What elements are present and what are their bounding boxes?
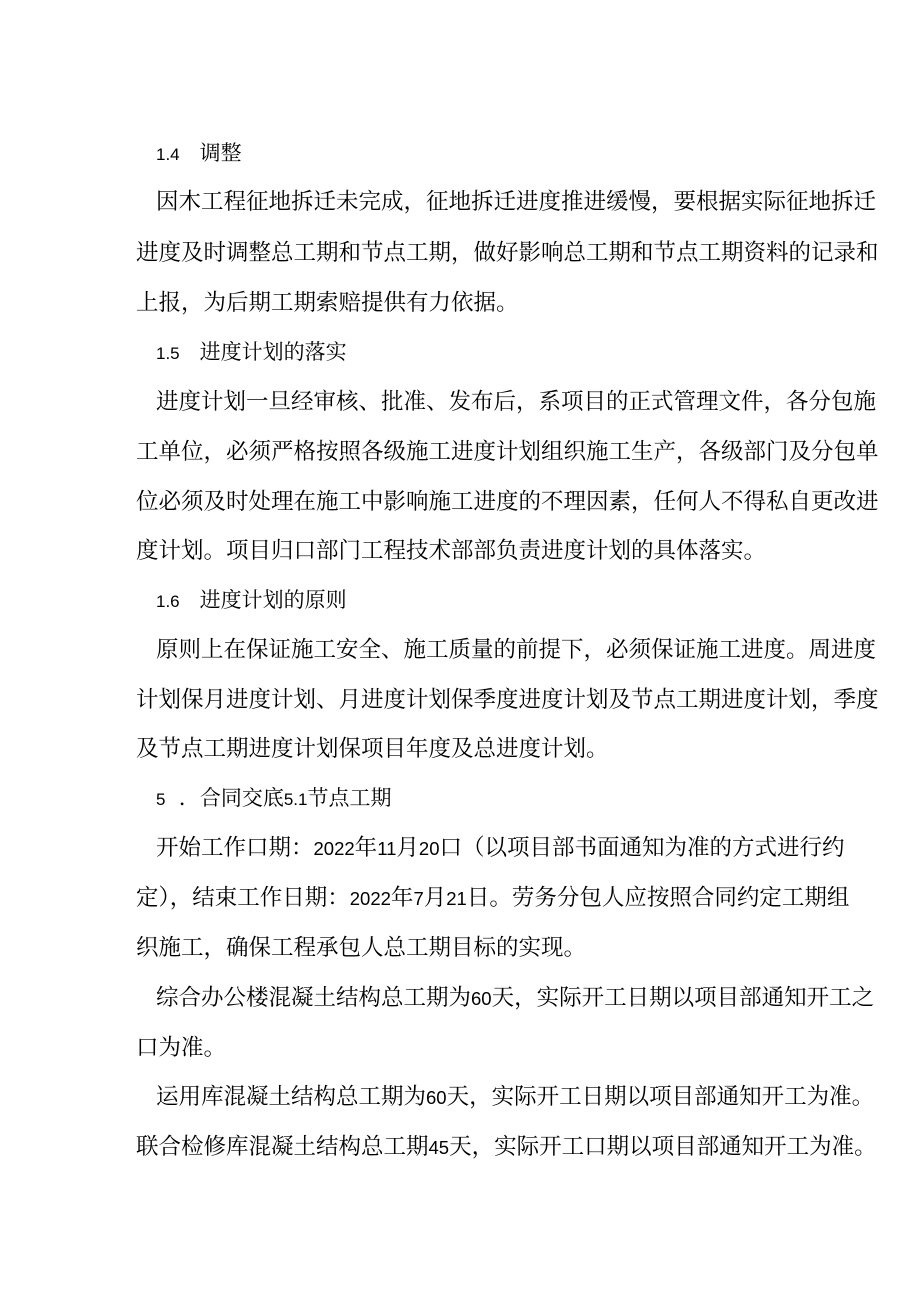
paragraph-line: 位必须及时处理在施工中影响施工进度的不理因素，任何人不得私自更改进 (136, 489, 879, 515)
section-heading-1-5 (156, 338, 347, 368)
year-number: 2022 (349, 888, 391, 909)
day-number: 20 (418, 838, 440, 859)
text-fragment: 综合办公楼混凝土结构总工期为 (156, 985, 472, 1011)
section-title-prefix: ．合同交底 (178, 786, 284, 810)
text-fragment: 天，实际开工日期以项目部通知开工为准。 (446, 1084, 875, 1110)
paragraph-line: 度计划。项目归口部门工程技术部部负责进度计划的具体落实。 (136, 538, 767, 564)
paragraph-line: 织施工，确保工程承包人总工期目标的实现。 (136, 935, 587, 961)
paragraph-line: 因木工程征地拆迁未完成，征地拆迁进度推进缓慢，要根据实际征地拆迁 (156, 189, 877, 215)
paragraph-line: 原则上在保证施工安全、施工质量的前提下，必须保证施工进度。周进度 (156, 637, 877, 663)
paragraph-line: 口为准。 (136, 1035, 227, 1061)
text-fragment: 年 (390, 885, 414, 911)
text-fragment: 年 (354, 835, 378, 861)
paragraph-line: 及节点工期进度计划保项目年度及总进度计划。 (136, 736, 609, 762)
section-heading-5 (156, 784, 391, 814)
duration-number: 60 (471, 988, 492, 1009)
paragraph-line: 进度及时调整总工期和节点工期，做好影响总工期和节点工期资料的记录和 (136, 240, 879, 266)
paragraph-line (156, 834, 845, 863)
paragraph-line: 进度计划一旦经审核、批准、发布后，系项目的正式管理文件，各分包施 (156, 389, 877, 415)
section-heading-1-4 (156, 139, 242, 169)
month-number: 7 (413, 888, 424, 909)
text-fragment: 运用库混凝土结构总工期为 (156, 1084, 427, 1110)
paragraph-line (136, 1133, 877, 1162)
section-number: 5 (156, 790, 166, 809)
section-heading-1-6 (156, 586, 347, 616)
text-fragment: 月 (396, 835, 419, 861)
paragraph-line: 上报，为后期工期索赔提供有力依据。 (136, 290, 519, 316)
section-number: 1.4 (156, 145, 180, 164)
text-fragment: 月 (423, 885, 447, 911)
paragraph-line (136, 884, 850, 913)
duration-number: 45 (428, 1137, 450, 1158)
paragraph-line: 工单位，必须严格按照各级施工进度计划组织施工生产，各级部门及分包单 (136, 439, 879, 465)
section-title: 调整 (199, 141, 242, 165)
section-number: 1.5 (156, 344, 180, 363)
text-fragment: 定），结束工作日期： (136, 885, 350, 911)
text-fragment: 联合检修库混凝土结构总工期 (136, 1134, 429, 1160)
section-number: 1.6 (156, 592, 180, 611)
section-title: 进度计划的落实 (199, 340, 347, 364)
section-title-suffix: 节点工期 (307, 786, 392, 810)
duration-number: 60 (426, 1087, 447, 1108)
text-fragment: 日。劳务分包人应按照合同约定工期组 (466, 885, 850, 911)
text-fragment: 天，实际开工日期以项目部通知开工之 (491, 985, 875, 1011)
month-number: 11 (377, 838, 397, 859)
subsection-number: 5.1 (283, 790, 308, 809)
year-number: 2022 (313, 838, 355, 859)
paragraph-line: 计划保月进度计划、月进度计划保季度进度计划及节点工期进度计划，季度 (136, 687, 879, 713)
text-fragment: 口（以项目部书面通知为准的方式进行约 (439, 835, 845, 861)
day-number: 21 (446, 888, 467, 909)
paragraph-line (156, 1083, 875, 1112)
section-title: 进度计划的原则 (199, 588, 347, 612)
text-fragment: 天，实际开工口期以项目部通知开工为准。 (449, 1134, 877, 1160)
text-fragment: 开始工作口期： (156, 835, 314, 861)
paragraph-line (156, 984, 875, 1013)
